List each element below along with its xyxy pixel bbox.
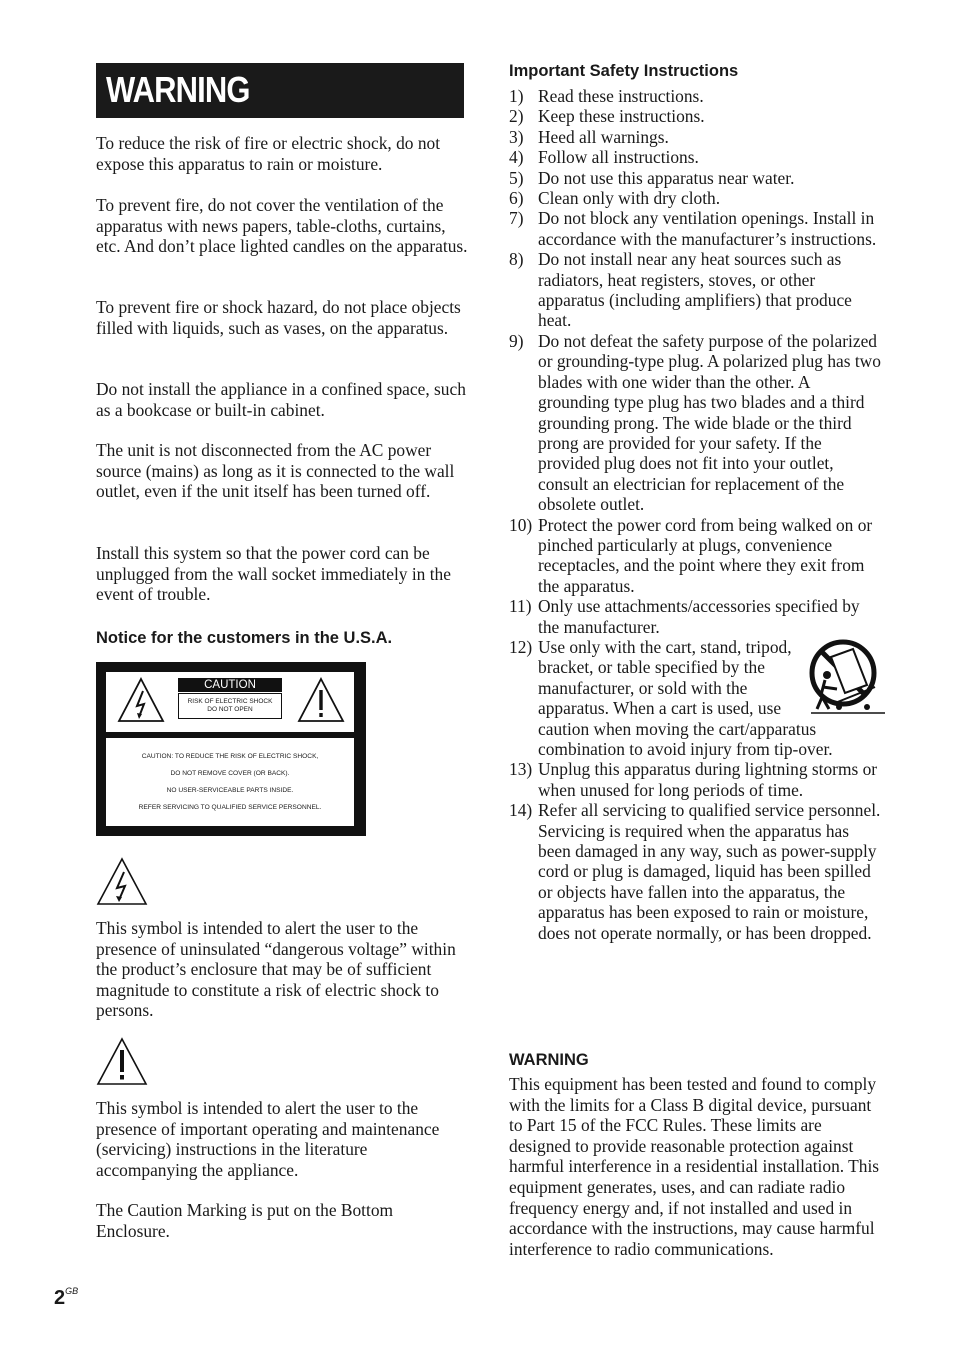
warning-banner — [96, 63, 464, 118]
list-item: 2) Keep these instructions. — [509, 106, 705, 127]
notice-heading: Notice for the customers in the U.S.A. — [96, 629, 393, 647]
caution-instructions: CAUTION: TO REDUCE THE RISK OF ELECTRIC SHOCK, DO NOT REMOVE COVER (OR BACK). NO USER-SERVICEABLE PARTS INSIDE. REFER SERVICING TO QUALIFIED SERVICE PERSONNEL. — [138, 753, 322, 811]
paragraph-ventilation: To prevent fire, do not cover the ventilation of the apparatus with news papers, table-cloths, curtains, etc. And don’t place lighted candles on the apparatus. — [96, 195, 468, 257]
lightning-symbol-icon — [96, 857, 148, 907]
caution-marking-text: The Caution Marking is put on the Bottom Enclosure. — [96, 1200, 394, 1241]
caution-risk-box: RISK OF ELECTRIC SHOCK DO NOT OPEN — [178, 693, 282, 719]
list-item: 3) Heed all warnings. — [509, 126, 669, 147]
list-item: 13) Unplug this apparatus during lightning storms or when unused for long periods of time. — [509, 759, 878, 800]
list-item: 4) Follow all instructions. — [509, 147, 699, 168]
page-number: $2^{GB}$ — [54, 1286, 79, 1309]
caution-label — [96, 662, 366, 836]
cart-tip-over-icon — [805, 639, 885, 715]
list-item: 6) Clean only with dry cloth. — [509, 188, 721, 209]
exclamation-triangle-icon — [296, 676, 346, 724]
paragraph-confined-space: Do not install the appliance in a confined space, such as a bookcase or built-in cabinet. — [96, 379, 466, 420]
list-item: 11) Only use attachments/accessories specified by the manufacturer. — [509, 596, 860, 637]
list-item: 14) Refer all servicing to qualified service personnel. Servicing is required when the apparatus has been damaged in any way, such as power-supply cord or plug is damaged, liquid has been spilled or objects have fallen into the apparatus, the apparatus has been exposed to rain or moisture, does not operate normally, or has been dropped. — [509, 800, 881, 943]
list-item: 8) Do not install near any heat sources such as radiators, heat registers, stoves, or other apparatus (including amplifiers) that produce heat. — [509, 249, 852, 331]
list-item: 9) Do not defeat the safety purpose of the polarized or grounding-type plug. A polarized plug has two blades with one wider than the other. A grounding type plug has two blades and a third grounding prong. The wide blade or the third prong are provided for your safety. If the provided plug does not fit into your outlet, consult an electrician for replacement of the obsolete outlet. — [509, 330, 881, 515]
list-item: 7) Do not block any ventilation openings. Install in accordance with the manufacturer’s instructions. — [509, 208, 877, 249]
list-item: 10) Protect the power cord from being walked on or pinched particularly at plugs, convenience receptacles, and the point where they exit from the apparatus. — [509, 514, 873, 596]
exclamation-symbol-icon — [96, 1037, 148, 1087]
list-item: 12) Use only with the cart, stand, tripod, bracket, or table specified by the manufacturer, or sold with the apparatus. When a cart is used, use caution when moving the cart/apparatus combination to avoid injury from tip-over. — [509, 637, 881, 759]
paragraph-liquids: To prevent fire or shock hazard, do not place objects filled with liquids, such as vases, on the apparatus. — [96, 297, 461, 338]
paragraph-disconnect: The unit is not disconnected from the AC power source (mains) as long as it is connected to the wall outlet, even if the unit itself has been turned off. — [96, 440, 455, 502]
caution-title: CAUTION — [178, 678, 282, 692]
safety-instructions-list — [509, 86, 881, 943]
safety-instructions-heading: Important Safety Instructions — [509, 62, 739, 80]
lightning-triangle-icon — [116, 676, 166, 724]
lightning-symbol-text: This symbol is intended to alert the user to the presence of uninsulated “dangerous voltage” within the product’s enclosure that may be of sufficient magnitude to constitute a risk of electric shock to persons. — [96, 918, 456, 1021]
warning-title: WARNING — [106, 69, 250, 110]
fcc-warning-heading: WARNING — [509, 1051, 589, 1069]
fcc-warning-text: This equipment has been tested and found to comply with the limits for a Class B digital device, pursuant to Part 15 of the FCC Rules. These limits are designed to provide reasonable protection against harmful interference in a residential installation. This equipment generates, uses, and can radiate radio frequency energy and, if not installed and used in accordance with the instructions, may cause harmful interference to radio communications. — [509, 1074, 880, 1259]
paragraph-rain: To reduce the risk of fire or electric shock, do not expose this apparatus to rain or moisture. — [96, 133, 441, 174]
list-item: 1) Read these instructions. — [509, 86, 704, 106]
paragraph-power-cord: Install this system so that the power cord can be unplugged from the wall socket immediately in the event of trouble. — [96, 543, 451, 605]
list-item: 5) Do not use this apparatus near water. — [509, 167, 795, 188]
exclamation-symbol-text: This symbol is intended to alert the user to the presence of important operating and maintenance (servicing) instructions in the literature accompanying the appliance. — [96, 1098, 440, 1180]
